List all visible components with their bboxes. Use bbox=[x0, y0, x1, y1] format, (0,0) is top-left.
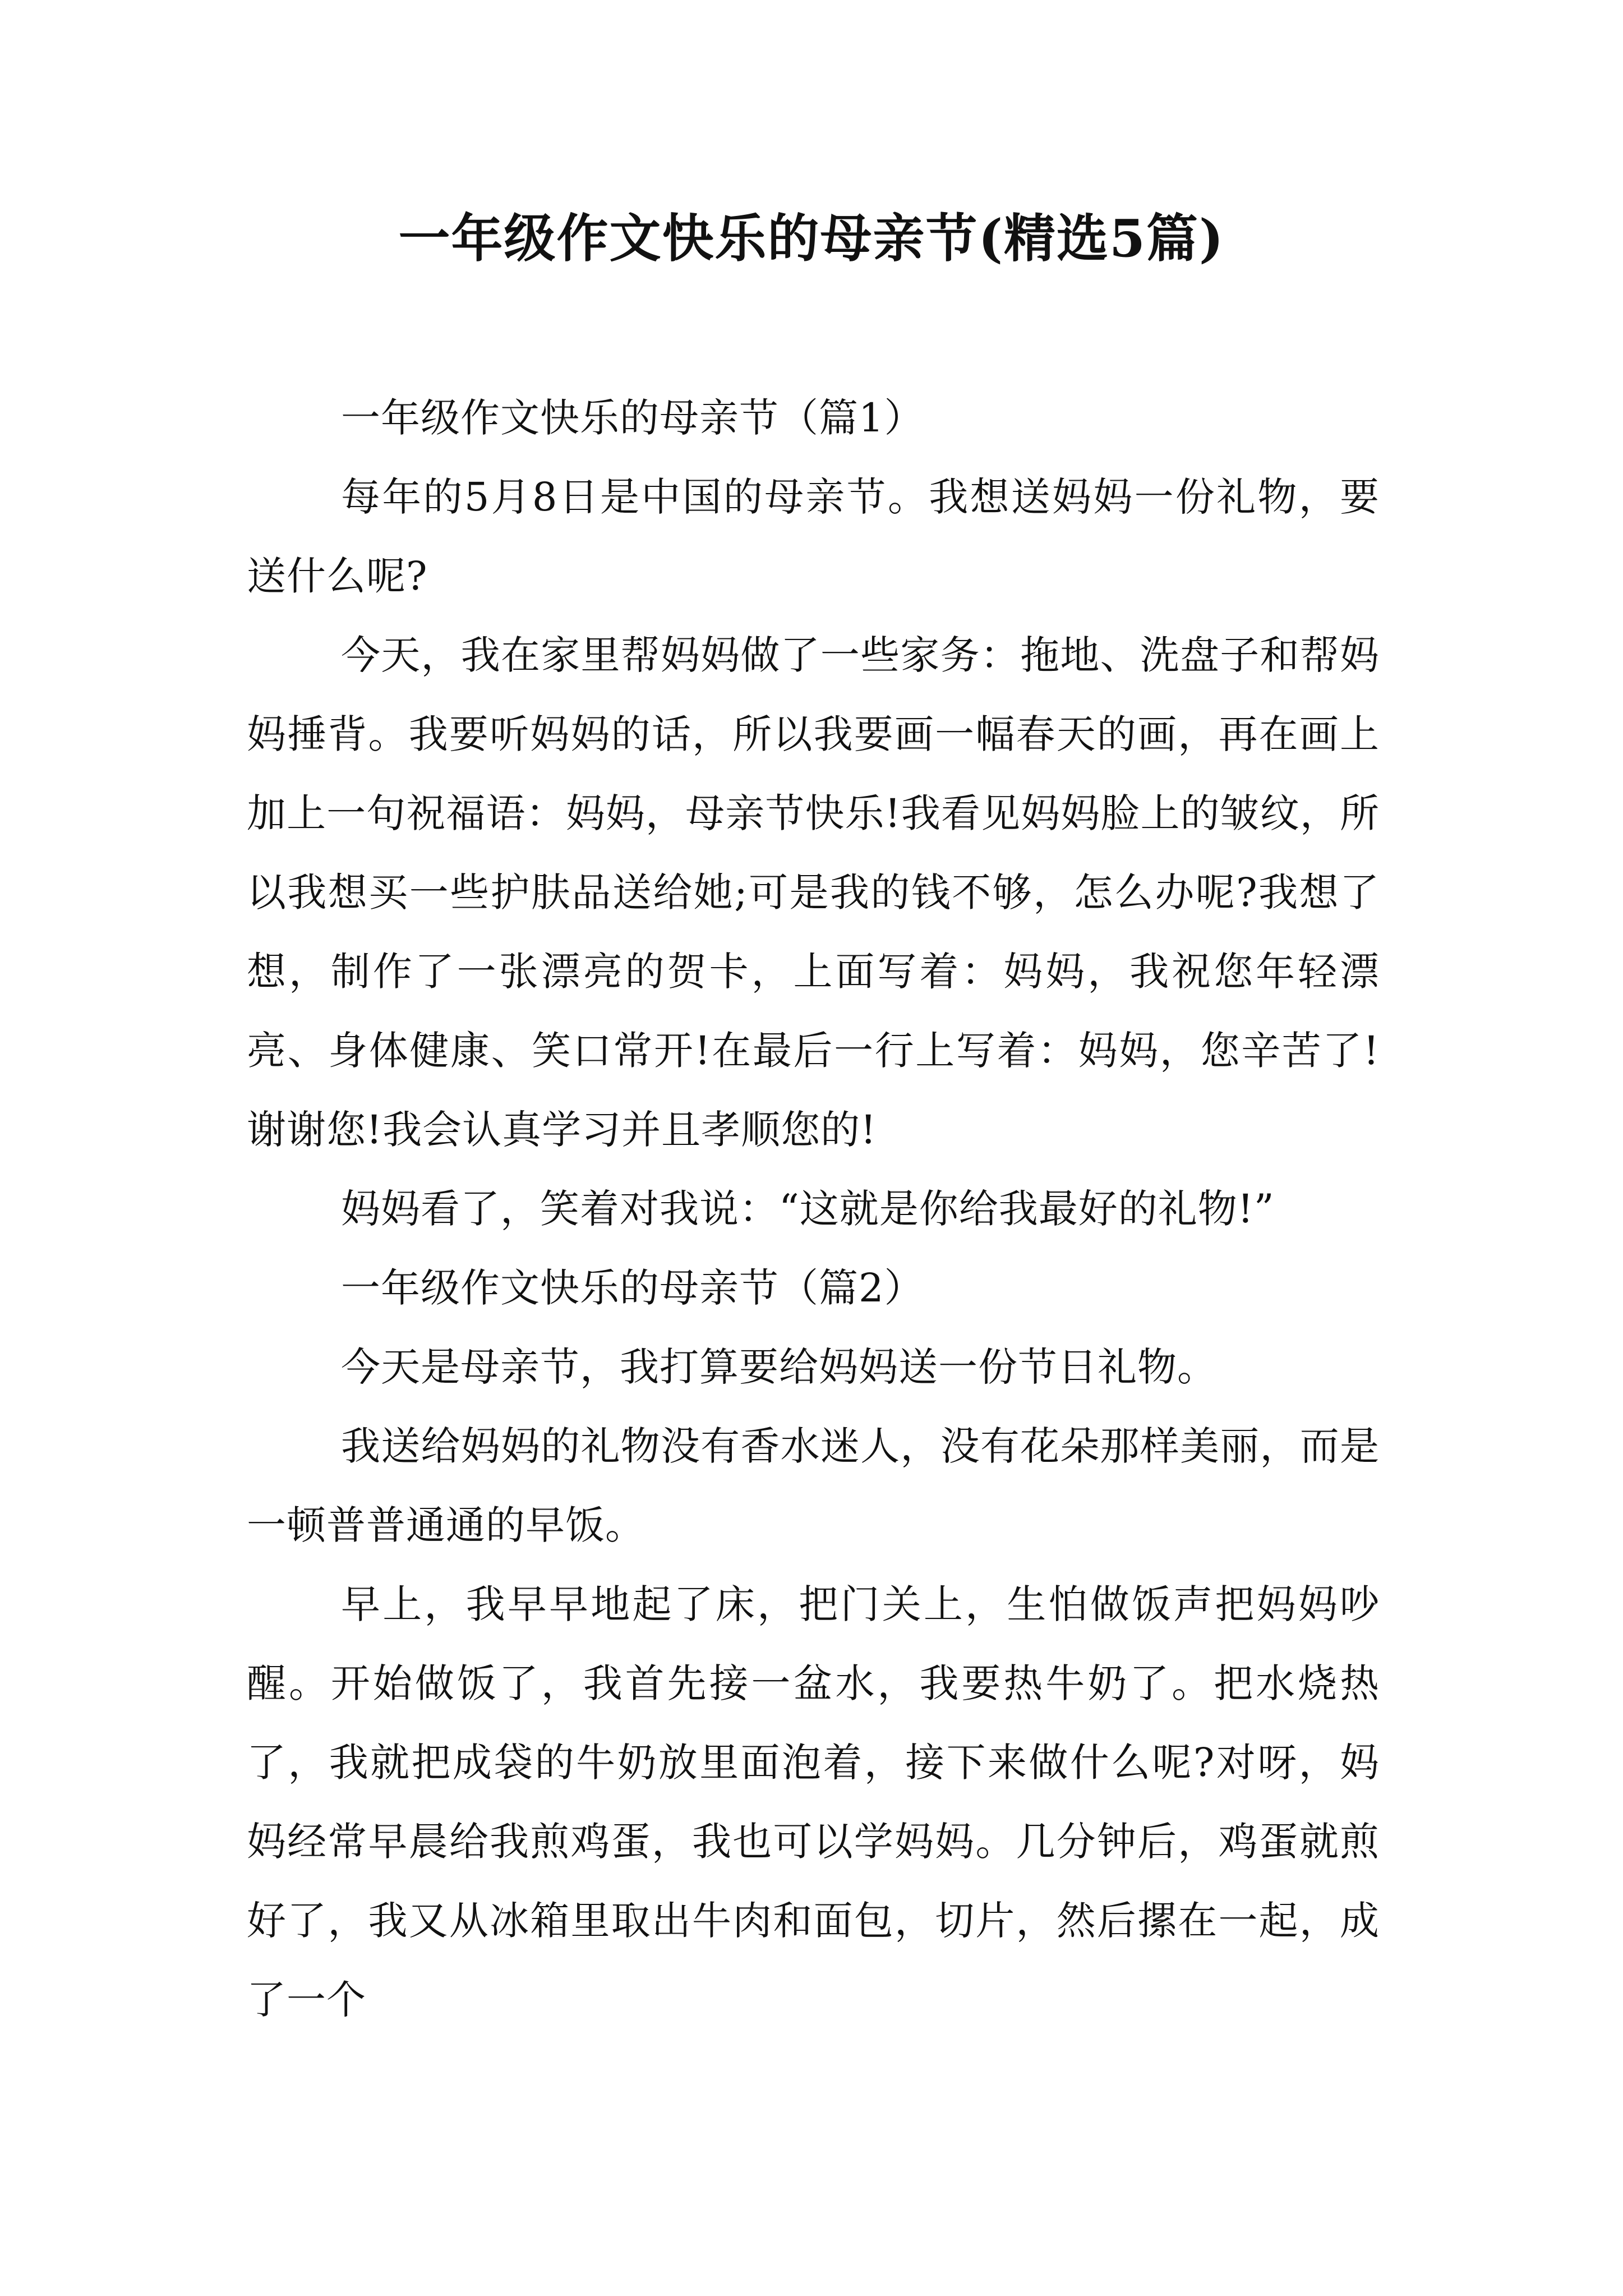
paragraph: 今天是母亲节，我打算要给妈妈送一份节日礼物。 bbox=[341, 1344, 1217, 1390]
paragraph: 今天，我在家里帮妈妈做了一些家务：拖地、洗盘子和帮妈妈捶背。我要听妈妈的话，所以我要画一幅春天的画，再在画上加上一句祝福语：妈妈，母亲节快乐!我看见妈妈脸上的皱纹，所以我想买一些护肤品送给她;可是我的钱不够，怎么办呢?我想了想，制作了一张漂亮的贺卡，上面写着：妈妈，我祝您年轻漂亮、身体健康、笑口常开!在最后一行上写着：妈妈，您辛苦了!谢谢您!我会认真学习并且孝顺您的! bbox=[247, 632, 1380, 1153]
paragraph: 每年的5月8日是中国的母亲节。我想送妈妈一份礼物，要送什么呢? bbox=[247, 474, 1380, 599]
paragraph: 我送给妈妈的礼物没有香水迷人，没有花朵那样美丽，而是一顿普普通通的早饭。 bbox=[247, 1423, 1380, 1548]
document-body bbox=[247, 379, 1380, 2040]
paragraph: 早上，我早早地起了床，把门关上，生怕做饭声把妈妈吵醒。开始做饭了，我首先接一盆水，我要热牛奶了。把水烧热了，我就把成袋的牛奶放里面泡着，接下来做什么呢?对呀，妈妈经常早晨给我煎鸡蛋，我也可以学妈妈。几分钟后，鸡蛋就煎好了，我又从冰箱里取出牛肉和面包，切片，然后摞在一起，成了一个 bbox=[247, 1581, 1380, 2023]
section-heading-1: 一年级作文快乐的母亲节（篇1） bbox=[341, 395, 924, 441]
paragraph: 妈妈看了，笑着对我说：“这就是你给我最好的礼物!” bbox=[341, 1186, 1275, 1232]
section-heading-2: 一年级作文快乐的母亲节（篇2） bbox=[341, 1265, 924, 1311]
document-title: 一年级作文快乐的母亲节(精选5篇) bbox=[398, 208, 1225, 269]
